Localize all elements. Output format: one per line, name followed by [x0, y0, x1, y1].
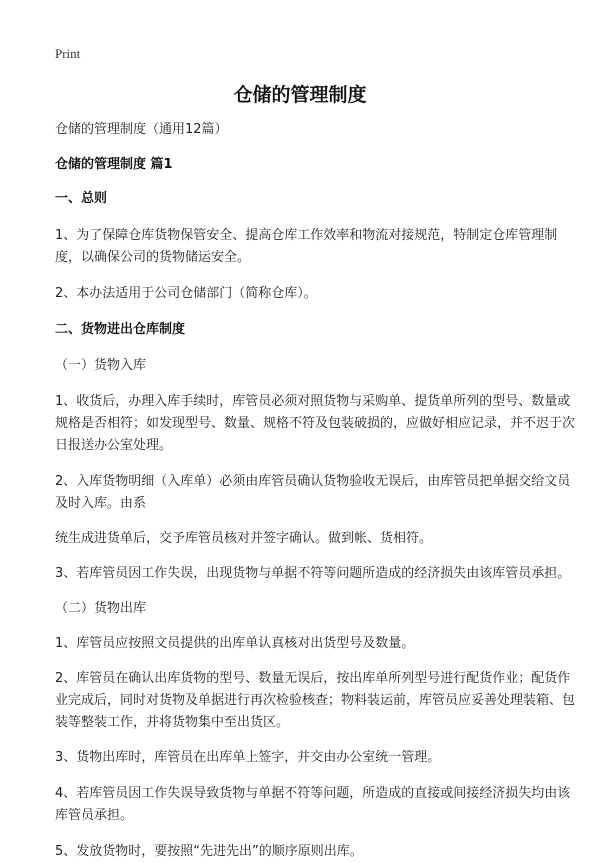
section-heading: 仓储的管理制度 篇1	[55, 157, 173, 172]
section-heading: 一、总则	[55, 191, 108, 206]
section-heading: 二、货物进出仓库制度	[55, 322, 186, 337]
paragraph: 2、本办法适用于公司仓储部门（简称仓库）。	[55, 286, 317, 301]
document-title: 仓储的管理制度	[233, 84, 367, 106]
paragraph: 5、发放货物时，要按照“先进先出”的顺序原则出库。	[55, 844, 363, 859]
paragraph: 1、收货后，办理入库手续时，库管员必须对照货物与采购单、提货单所列的型号、数量或规格是否相符；如发现型号、数量、规格不符及包装破损的，应做好相应记录，并不迟于次日报送办公室处理。	[55, 394, 576, 453]
print-link[interactable]: Print	[55, 46, 81, 61]
paragraph: 2、库管员在确认出库货物的型号、数量无误后，按出库单所列型号进行配货作业；配货作业完成后，同时对货物及单据进行再次检验核查；物料装运前，库管员应妥善处理装箱、包装等整装工作，并将货物集中至出货区。	[55, 671, 576, 730]
subsection-heading: （一）货物入库	[55, 358, 147, 373]
document-subtitle: 仓储的管理制度（通用12篇）	[55, 122, 228, 137]
paragraph: 统生成进货单后，交予库管员核对并签字确认。做到帐、货相符。	[55, 531, 433, 546]
document-body	[55, 119, 575, 863]
paragraph: 3、若库管员因工作失误，出现货物与单据不符等问题所造成的经济损失由该库管员承担。	[55, 566, 571, 581]
paragraph: 3、货物出库时，库管员在出库单上签字，并交由办公室统一管理。	[55, 750, 441, 765]
subsection-heading: （二）货物出库	[55, 601, 147, 616]
paragraph: 2、入库货物明细（入库单）必须由库管员确认货物验收无误后，由库管员把单据交给文员及时入库。由系	[55, 474, 571, 511]
paragraph: 4、若库管员因工作失误导致货物与单据不符等问题，所造成的直接或间接经济损失均由该库管员承担。	[55, 786, 571, 823]
paragraph: 1、为了保障仓库货物保管安全、提高仓库工作效率和物流对接规范，特制定仓库管理制度，以确保公司的货物储运安全。	[55, 228, 558, 265]
paragraph: 1、库管员应按照文员提供的出库单认真核对出货型号及数量。	[55, 636, 415, 651]
